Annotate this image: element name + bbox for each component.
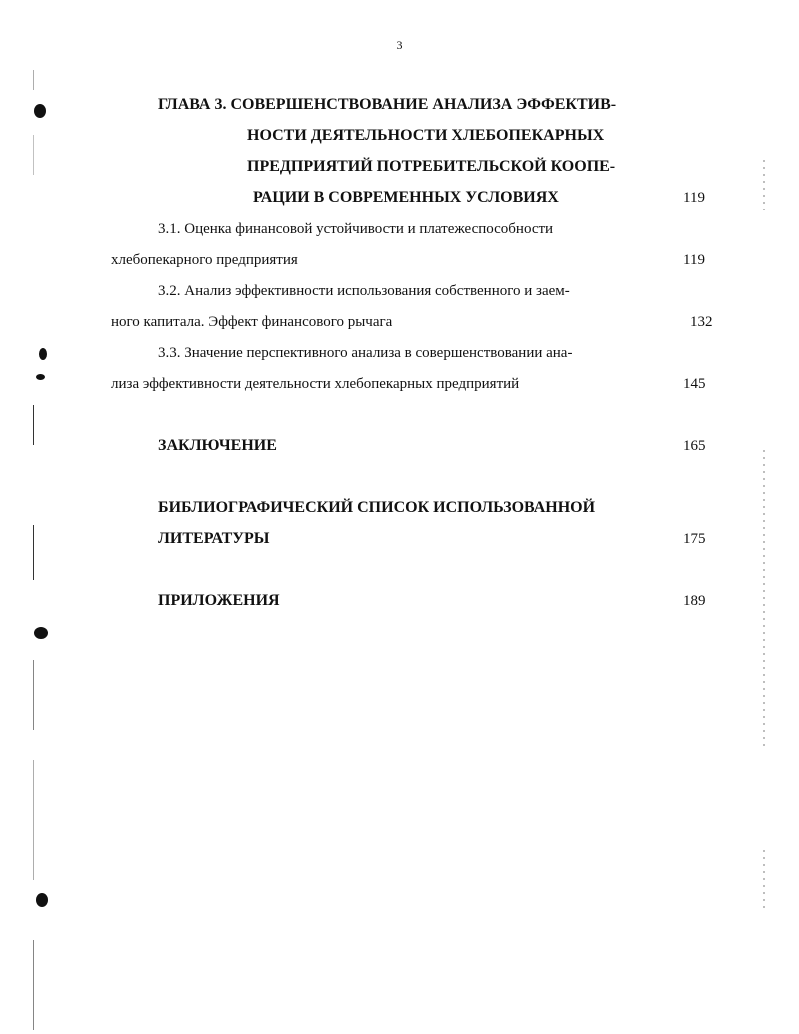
chapter3-page-number: 119 [683,190,705,206]
appendices-label: ПРИЛОЖЕНИЯ [158,592,280,609]
conclusion-page-number: 165 [683,438,706,454]
scan-noise [763,450,765,750]
scan-edge-mark [33,660,34,730]
scan-edge-mark [33,760,34,880]
conclusion-label: ЗАКЛЮЧЕНИЕ [158,437,277,454]
section-3-2-line-2: ного капитала. Эффект финансового рычага [111,314,393,330]
scan-edge-mark [33,70,34,90]
section-3-1-line-1: 3.1. Оценка финансовой устойчивости и платежеспособности [158,221,554,237]
section-3-1-page-number: 119 [683,252,705,268]
section-3-2-page-number: 132 [690,314,713,330]
section-3-1-line-2: хлебопекарного предприятия [111,252,298,268]
appendices-page-number: 189 [683,593,706,609]
chapter3-title-line-1: ГЛАВА 3. СОВЕРШЕНСТВОВАНИЕ АНАЛИЗА ЭФФЕКТИВ- [158,96,617,113]
scan-edge-mark [33,405,34,445]
bibliography-line-1: БИБЛИОГРАФИЧЕСКИЙ СПИСОК ИСПОЛЬЗОВАННОЙ [158,499,596,516]
scan-noise [763,160,765,210]
chapter3-title-line-3: ПРЕДПРИЯТИЙ ПОТРЕБИТЕЛЬСКОЙ КООПЕ- [247,158,616,175]
scan-noise [763,850,765,910]
scan-edge-mark [33,940,34,1030]
section-3-3-line-2: лиза эффективности деятельности хлебопекарных предприятий [111,376,520,392]
section-3-3-page-number: 145 [683,376,706,392]
scan-blot [36,893,48,907]
scan-edge-mark [33,525,34,580]
chapter3-title-line-4: РАЦИИ В СОВРЕМЕННЫХ УСЛОВИЯХ [253,189,559,206]
bibliography-page-number: 175 [683,531,706,547]
page-number: 3 [396,38,403,52]
bibliography-line-2: ЛИТЕРАТУРЫ [158,530,270,547]
scan-blot [39,348,47,360]
section-3-3-line-1: 3.3. Значение перспективного анализа в совершенствовании ана- [158,345,573,361]
scan-edge-mark [33,135,34,175]
chapter3-title-line-2: НОСТИ ДЕЯТЕЛЬНОСТИ ХЛЕБОПЕКАРНЫХ [247,127,605,144]
scan-blot [34,627,48,639]
section-3-2-line-1: 3.2. Анализ эффективности использования собственного и заем- [158,283,570,299]
scan-blot [36,374,45,380]
scan-blot [34,104,46,118]
